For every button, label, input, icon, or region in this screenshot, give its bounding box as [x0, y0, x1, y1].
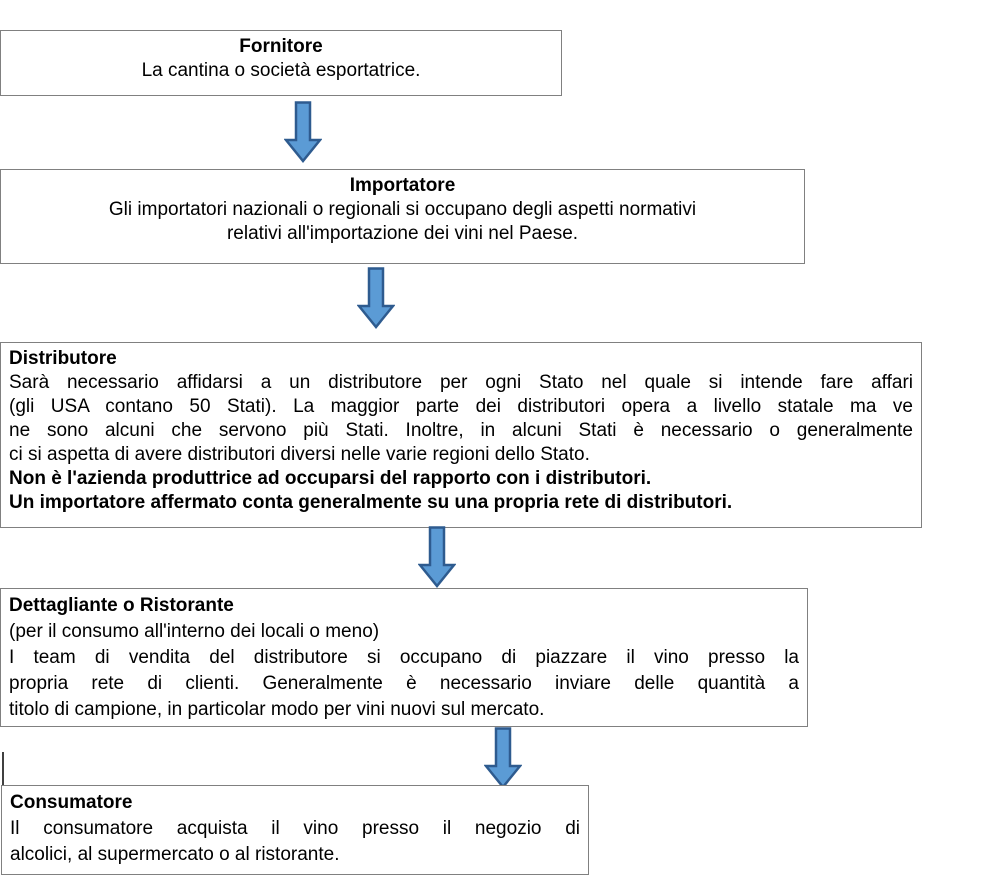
box-distributore: [0, 342, 922, 528]
box-importatore: [0, 169, 805, 264]
text-line: Sarà necessario affidarsi a un distributore per ogni Stato nel quale si intende fare affari: [9, 372, 913, 393]
box-distributore-emphasis-2: Un importatore affermato conta generalmente su una propria rete di distributori.: [9, 492, 733, 513]
down-arrow-icon: [284, 101, 322, 163]
down-arrow-shape: [420, 528, 454, 587]
down-arrow-icon: [418, 526, 456, 588]
text-line: titolo di campione, in particolar modo per vini nuovi sul mercato.: [9, 699, 545, 720]
box-fornitore-title: Fornitore: [239, 36, 323, 57]
box-fornitore: [0, 30, 562, 96]
box-consumatore-title: Consumatore: [10, 792, 133, 813]
box-consumatore-body: [10, 816, 580, 868]
text-line: La cantina o società esportatrice.: [141, 60, 421, 81]
box-distributore-title: Distributore: [9, 348, 117, 369]
text-line: ne sono alcuni che servono più Stati. Inoltre, in alcuni Stati è necessario o generalmente: [9, 420, 913, 441]
text-line: propria rete di clienti. Generalmente è necessario inviare delle quantità a: [9, 673, 799, 694]
down-arrow-shape: [286, 103, 320, 162]
text-cursor-artifact: [2, 752, 4, 785]
text-line: Gli importatori nazionali o regionali si occupano degli aspetti normativi: [108, 199, 697, 220]
down-arrow-shape: [359, 269, 393, 328]
text-line: I team di vendita del distributore si occupano di piazzare il vino presso la: [9, 647, 799, 668]
box-dettagliante: [0, 588, 808, 727]
text-line: relativi all'importazione dei vini nel Paese.: [226, 223, 579, 244]
box-importatore-title: Importatore: [349, 175, 456, 196]
down-arrow-icon: [484, 727, 522, 789]
down-arrow-shape: [486, 729, 520, 788]
box-distributore-body: [9, 371, 913, 467]
box-dettagliante-body: [9, 645, 799, 723]
box-dettagliante-subtitle: (per il consumo all'interno dei locali o meno): [9, 621, 380, 642]
box-importatore-body: [9, 198, 796, 246]
text-line: ci si aspetta di avere distributori diversi nelle varie regioni dello Stato.: [9, 444, 590, 465]
box-dettagliante-title: Dettagliante o Ristorante: [9, 595, 234, 616]
text-line: (gli USA contano 50 Stati). La maggior parte dei distributori opera a livello statale ma ve: [9, 396, 913, 417]
text-line: Il consumatore acquista il vino presso il negozio di: [10, 818, 580, 839]
box-distributore-emphasis-1: Non è l'azienda produttrice ad occuparsi del rapporto con i distributori.: [9, 468, 652, 489]
box-fornitore-body: [9, 59, 553, 83]
down-arrow-icon: [357, 267, 395, 329]
box-consumatore: [1, 785, 589, 875]
text-line: alcolici, al supermercato o al ristorante.: [10, 844, 340, 865]
